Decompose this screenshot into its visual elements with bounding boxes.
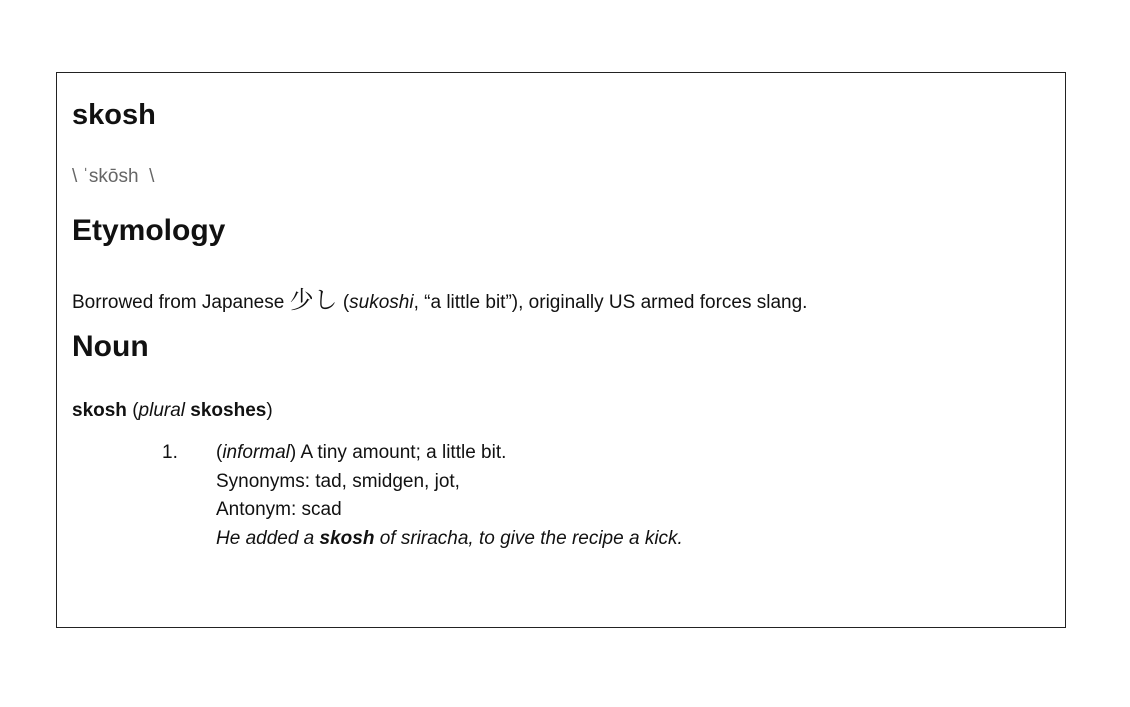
plural-form: skoshes xyxy=(190,400,267,421)
example-highlight: skosh xyxy=(319,527,375,549)
inflection-word: skosh xyxy=(72,400,127,421)
sense-number: 1. xyxy=(162,442,178,463)
etymology-romaji: sukoshi xyxy=(349,292,414,313)
etymology-heading: Etymology xyxy=(72,214,226,247)
etymology-text xyxy=(72,285,807,318)
etymology-prefix: Borrowed from Japanese xyxy=(72,292,290,313)
etymology-japanese-word: 少し xyxy=(289,286,338,314)
etymology-open-paren: ( xyxy=(337,292,350,313)
usage-example xyxy=(216,525,683,554)
inflection-open-paren: ( xyxy=(126,400,139,421)
synonyms-line: Synonyms: tad, smidgen, jot, xyxy=(216,470,460,492)
pronunciation: \ ˈskōsh \ xyxy=(72,166,155,187)
usage-label-open: ( xyxy=(216,442,223,463)
example-before: He added a xyxy=(216,527,320,549)
etymology-gloss: , “a little bit”), originally US armed forces slang. xyxy=(413,292,808,313)
sense-body xyxy=(216,439,683,553)
usage-label: informal xyxy=(222,442,290,463)
noun-heading: Noun xyxy=(72,330,149,363)
example-after: of sriracha, to give the recipe a kick. xyxy=(374,527,683,549)
inflection-close-paren: ) xyxy=(266,400,273,421)
dictionary-entry-card xyxy=(56,72,1066,628)
antonyms-line: Antonym: scad xyxy=(216,499,342,520)
sense-definition: A tiny amount; a little bit. xyxy=(296,442,507,463)
usage-label-close: ) xyxy=(289,442,297,463)
headword: skosh xyxy=(72,99,156,131)
sense-definition-line xyxy=(216,439,683,468)
noun-inflection xyxy=(72,399,273,423)
plural-label: plural xyxy=(138,400,186,421)
